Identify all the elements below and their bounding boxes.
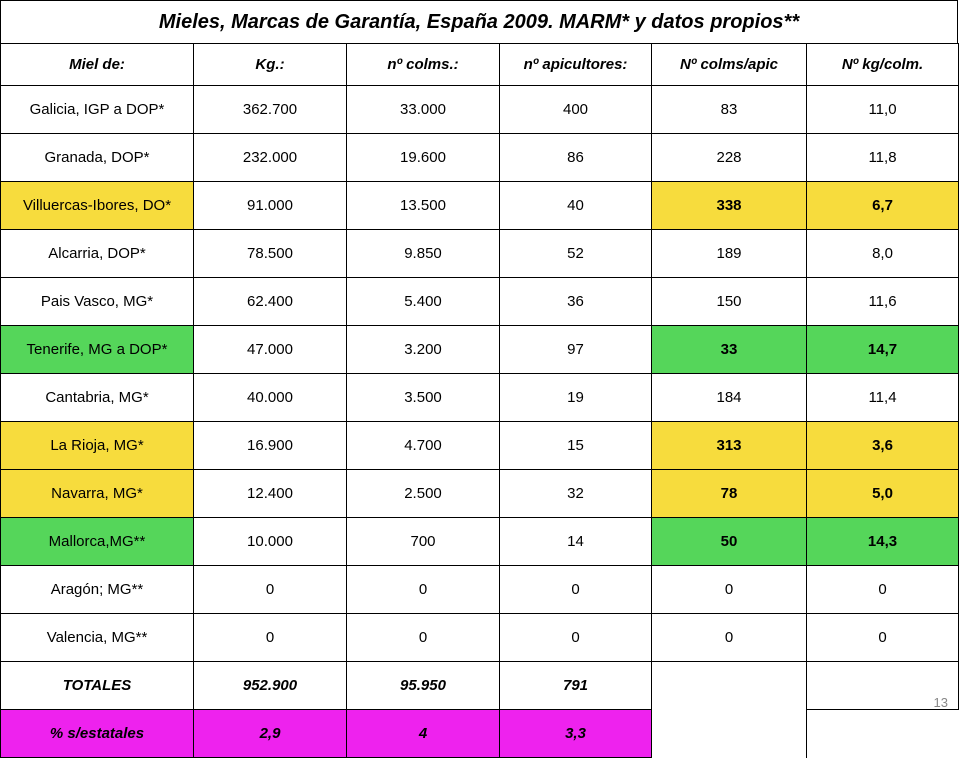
cell-colms: 700 xyxy=(347,518,500,566)
table-row xyxy=(1,134,959,182)
cell-colms: 13.500 xyxy=(347,182,500,230)
totals-row xyxy=(1,662,959,710)
cell-kg: 40.000 xyxy=(194,374,347,422)
cell-name: Pais Vasco, MG* xyxy=(1,278,194,326)
table-title: Mieles, Marcas de Garantía, España 2009. MARM* y datos propios** xyxy=(0,0,958,43)
cell-colms: 19.600 xyxy=(347,134,500,182)
cell-apic: 40 xyxy=(500,182,652,230)
cell-colms-apic: 0 xyxy=(652,566,807,614)
cell-name: Navarra, MG* xyxy=(1,470,194,518)
cell-name: Granada, DOP* xyxy=(1,134,194,182)
col-header-colms: nº colms.: xyxy=(347,44,500,86)
totals-label: TOTALES xyxy=(1,662,194,710)
cell-colms-apic: 50 xyxy=(652,518,807,566)
cell-colms-apic: 189 xyxy=(652,230,807,278)
table-row xyxy=(1,614,959,662)
table-row xyxy=(1,374,959,422)
cell-name: Galicia, IGP a DOP* xyxy=(1,86,194,134)
cell-name: Cantabria, MG* xyxy=(1,374,194,422)
cell-apic: 19 xyxy=(500,374,652,422)
cell-kg-colm: 0 xyxy=(807,614,959,662)
cell-kg-colm: 5,0 xyxy=(807,470,959,518)
col-header-apicultores: nº apicultores: xyxy=(500,44,652,86)
cell-apic: 15 xyxy=(500,422,652,470)
table-row xyxy=(1,278,959,326)
cell-apic: 0 xyxy=(500,614,652,662)
cell-apic: 14 xyxy=(500,518,652,566)
cell-colms: 0 xyxy=(347,566,500,614)
cell-kg: 91.000 xyxy=(194,182,347,230)
percent-row xyxy=(1,710,959,758)
cell-colms: 4.700 xyxy=(347,422,500,470)
cell-colms-apic: 338 xyxy=(652,182,807,230)
percent-colms: 4 xyxy=(347,710,500,758)
empty-cell xyxy=(652,662,807,710)
col-header-kg-colm: Nº kg/colm. xyxy=(807,44,959,86)
cell-kg-colm: 11,6 xyxy=(807,278,959,326)
cell-apic: 97 xyxy=(500,326,652,374)
percent-apic: 3,3 xyxy=(500,710,652,758)
cell-kg: 232.000 xyxy=(194,134,347,182)
table-row xyxy=(1,470,959,518)
cell-colms-apic: 78 xyxy=(652,470,807,518)
cell-kg-colm: 14,3 xyxy=(807,518,959,566)
table-row xyxy=(1,230,959,278)
header-row xyxy=(1,44,959,86)
totals-colms: 95.950 xyxy=(347,662,500,710)
cell-colms-apic: 313 xyxy=(652,422,807,470)
honey-table xyxy=(0,43,959,758)
col-header-kg: Kg.: xyxy=(194,44,347,86)
cell-kg-colm: 14,7 xyxy=(807,326,959,374)
cell-colms: 3.500 xyxy=(347,374,500,422)
cell-colms-apic: 184 xyxy=(652,374,807,422)
cell-colms: 0 xyxy=(347,614,500,662)
cell-kg-colm: 11,0 xyxy=(807,86,959,134)
col-header-miel: Miel de: xyxy=(1,44,194,86)
cell-apic: 32 xyxy=(500,470,652,518)
cell-kg-colm: 3,6 xyxy=(807,422,959,470)
cell-colms: 2.500 xyxy=(347,470,500,518)
cell-name: Mallorca,MG** xyxy=(1,518,194,566)
cell-kg: 0 xyxy=(194,566,347,614)
cell-apic: 0 xyxy=(500,566,652,614)
cell-colms-apic: 33 xyxy=(652,326,807,374)
cell-kg: 362.700 xyxy=(194,86,347,134)
empty-cell xyxy=(652,710,807,758)
cell-colms-apic: 83 xyxy=(652,86,807,134)
cell-name: Valencia, MG** xyxy=(1,614,194,662)
cell-colms-apic: 150 xyxy=(652,278,807,326)
cell-colms: 9.850 xyxy=(347,230,500,278)
cell-name: Tenerife, MG a DOP* xyxy=(1,326,194,374)
table-row xyxy=(1,422,959,470)
table-row xyxy=(1,182,959,230)
empty-cell xyxy=(807,710,959,758)
cell-apic: 52 xyxy=(500,230,652,278)
cell-kg: 0 xyxy=(194,614,347,662)
page-number: 13 xyxy=(933,695,948,710)
totals-apic: 791 xyxy=(500,662,652,710)
cell-kg: 10.000 xyxy=(194,518,347,566)
totals-kg: 952.900 xyxy=(194,662,347,710)
cell-apic: 36 xyxy=(500,278,652,326)
cell-name: Villuercas-Ibores, DO* xyxy=(1,182,194,230)
percent-label: % s/estatales xyxy=(1,710,194,758)
cell-kg-colm: 6,7 xyxy=(807,182,959,230)
cell-colms-apic: 0 xyxy=(652,614,807,662)
cell-apic: 86 xyxy=(500,134,652,182)
cell-kg: 62.400 xyxy=(194,278,347,326)
cell-kg-colm: 0 xyxy=(807,566,959,614)
cell-name: La Rioja, MG* xyxy=(1,422,194,470)
col-header-colms-apic: Nº colms/apic xyxy=(652,44,807,86)
cell-colms: 5.400 xyxy=(347,278,500,326)
table-row xyxy=(1,86,959,134)
cell-colms: 3.200 xyxy=(347,326,500,374)
cell-kg: 12.400 xyxy=(194,470,347,518)
cell-name: Aragón; MG** xyxy=(1,566,194,614)
table-row xyxy=(1,566,959,614)
cell-colms: 33.000 xyxy=(347,86,500,134)
cell-apic: 400 xyxy=(500,86,652,134)
cell-colms-apic: 228 xyxy=(652,134,807,182)
table-row xyxy=(1,518,959,566)
cell-kg: 47.000 xyxy=(194,326,347,374)
table-row xyxy=(1,326,959,374)
cell-kg-colm: 8,0 xyxy=(807,230,959,278)
cell-kg-colm: 11,8 xyxy=(807,134,959,182)
percent-kg: 2,9 xyxy=(194,710,347,758)
cell-name: Alcarria, DOP* xyxy=(1,230,194,278)
cell-kg-colm: 11,4 xyxy=(807,374,959,422)
cell-kg: 78.500 xyxy=(194,230,347,278)
cell-kg: 16.900 xyxy=(194,422,347,470)
